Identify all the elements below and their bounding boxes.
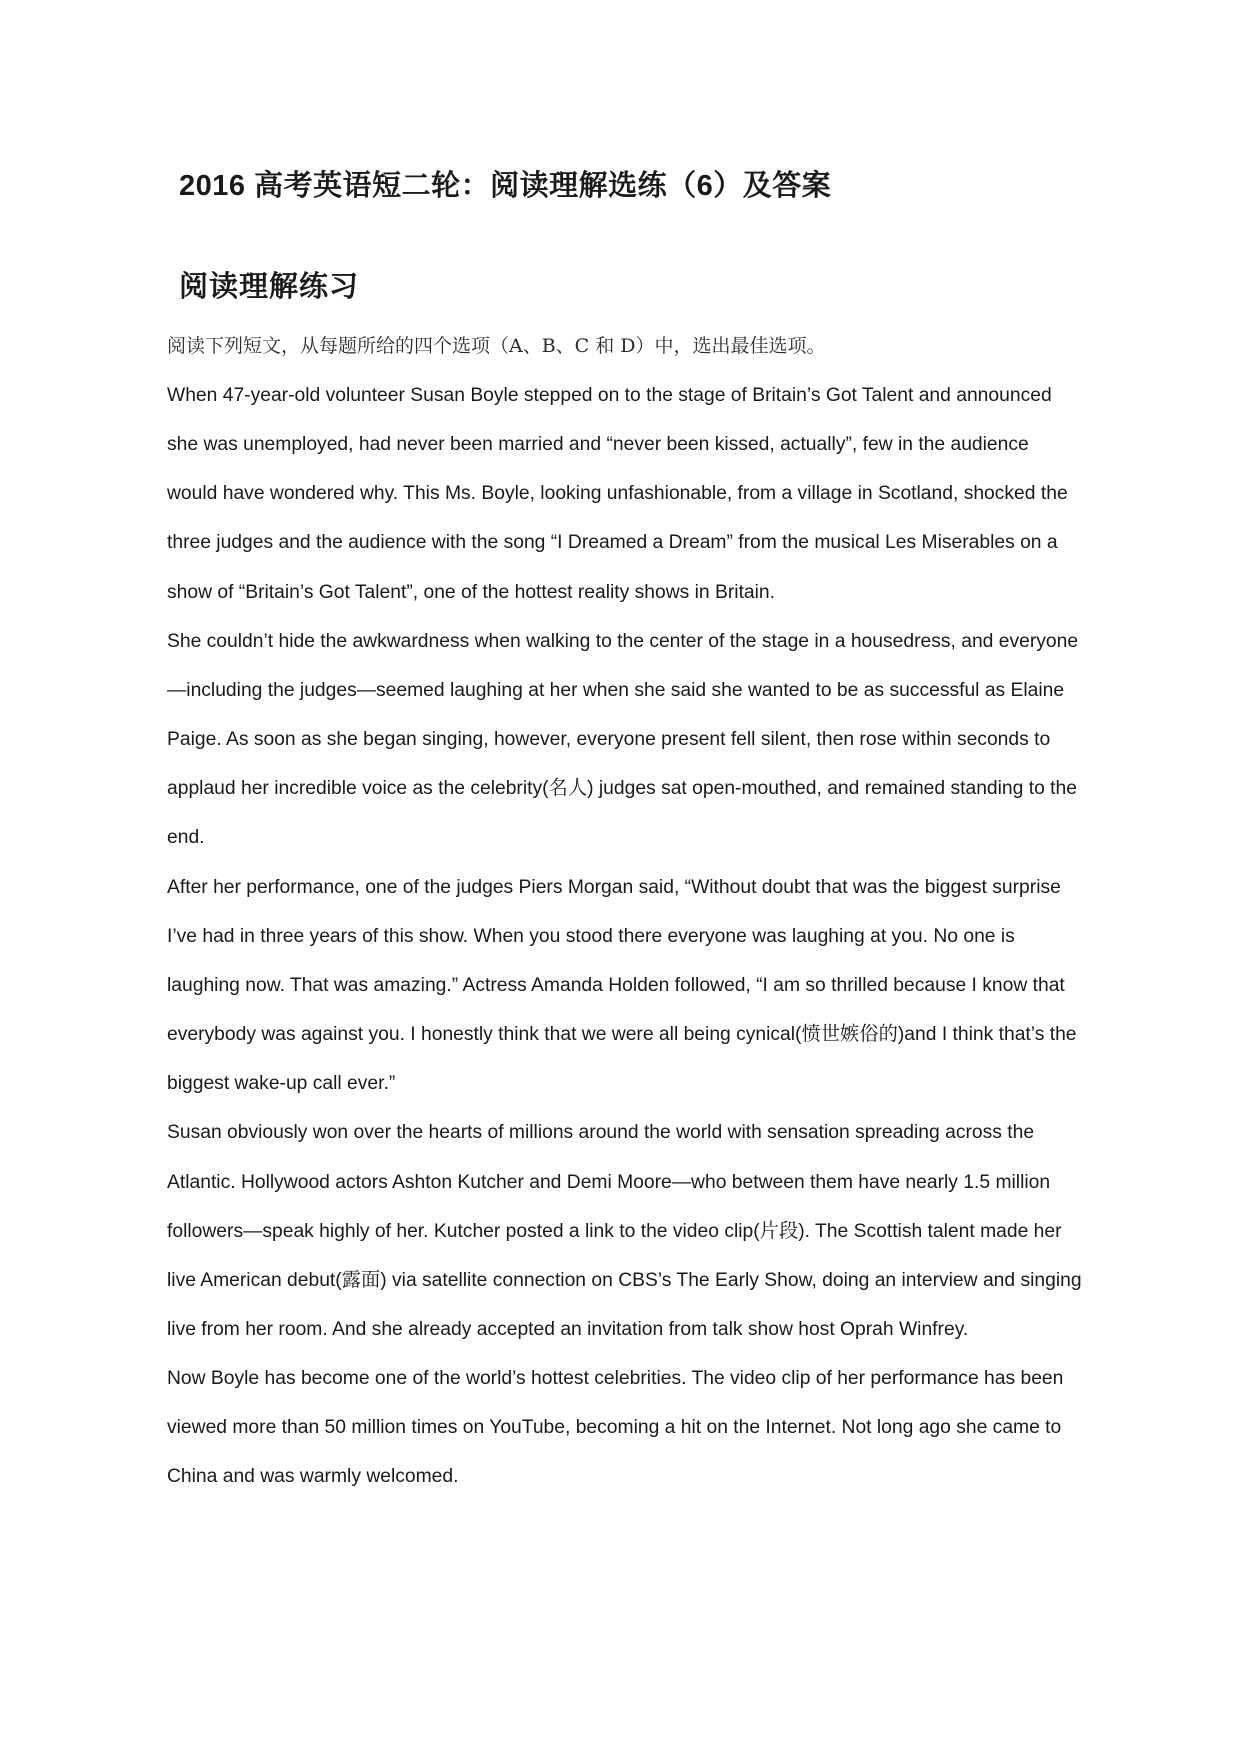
document-body (167, 322, 1082, 1502)
section-heading: 阅读理解练习 (179, 271, 360, 303)
paragraph-4: Susan obviously won over the hearts of millions around the world with sensation spreading across the Atlantic. Hollywood actors Ashton Kutcher and Demi Moore—who between them have nearly 1.5 million followers—speak highly of her. Kutcher posted a link to the video clip(片段). The Scottish talent made her live American debut(露面) via satellite connection on CBS’s The Early Show, doing an interview and singing live from her room. And she already accepted an invitation from talk show host Oprah Winfrey. (167, 1122, 1082, 1340)
paragraph-2: She couldn’t hide the awkwardness when walking to the center of the stage in a housedress, and everyone—including the judges—seemed laughing at her when she said she wanted to be as successful as Elaine Paige. As soon as she began singing, however, everyone present fell silent, then rose within seconds to applaud her incredible voice as the celebrity(名人) judges sat open-mouthed, and remained standing to the end. (167, 630, 1079, 849)
paragraph-5: Now Boyle has become one of the world’s hottest celebrities. The video clip of her performance has been viewed more than 50 million times on YouTube, becoming a hit on the Internet. Not long ago she came to China and was warmly welcomed. (167, 1368, 1064, 1488)
paragraph-3: After her performance, one of the judges Piers Morgan said, “Without doubt that was the biggest surprise I’ve had in three years of this show. When you stood there everyone was laughing at you. No one is laughing now. That was amazing.” Actress Amanda Holden followed, “I am so thrilled because I know that everybody was against you. I honestly think that we were all being cynical(愤世嫉俗的)and I think that’s the biggest wake-up call ever.” (167, 876, 1077, 1095)
document-title: 2016 高考英语短二轮：阅读理解选练（6）及答案 (179, 170, 832, 202)
instructions: 阅读下列短文，从每题所给的四个选项（A、B、C 和 D）中，选出最佳选项。 (167, 335, 826, 357)
paragraph-1: When 47-year-old volunteer Susan Boyle stepped on to the stage of Britain’s Got Talent and announced she was unemployed, had never been married and “never been kissed, actually”, few in the audience would have wondered why. This Ms. Boyle, looking unfashionable, from a village in Scotland, shocked the three judges and the audience with the song “I Dreamed a Dream” from the musical Les Miserables on a show of “Britain’s Got Talent”, one of the hottest reality shows in Britain. (167, 385, 1068, 603)
